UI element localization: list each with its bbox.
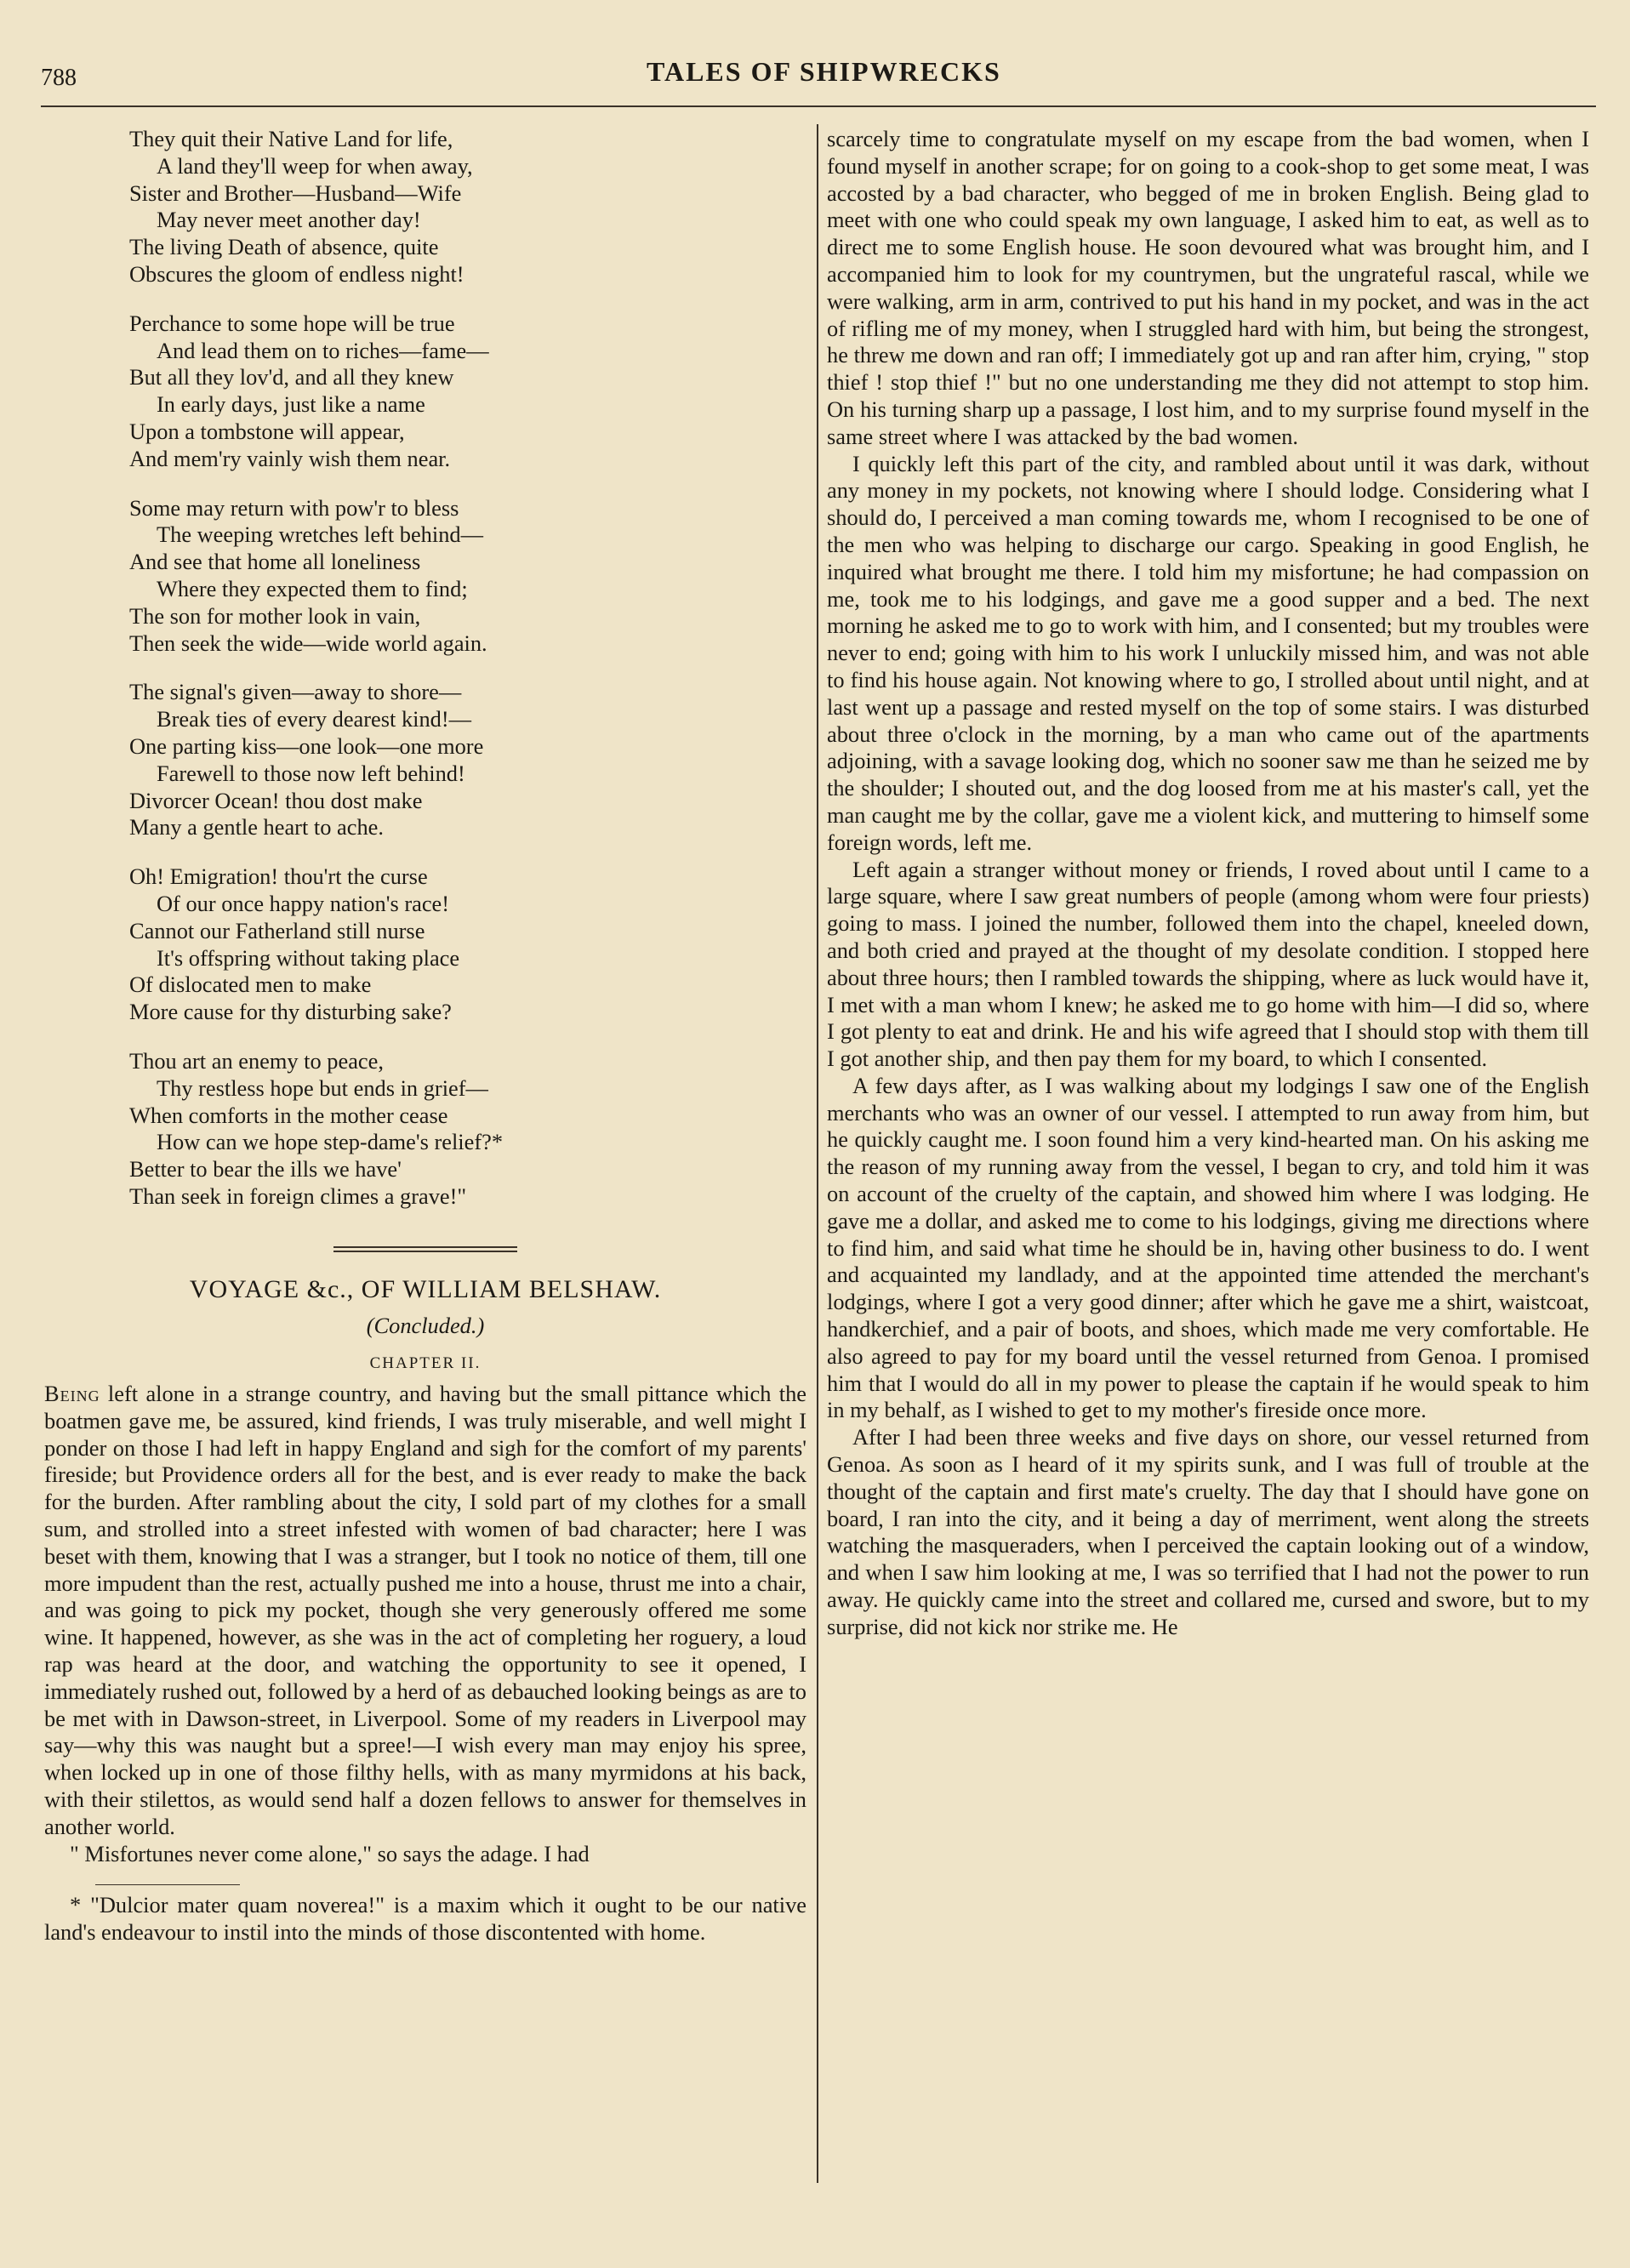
poem-stanza bbox=[129, 311, 806, 473]
poem-line: They quit their Native Land for life, bbox=[129, 126, 453, 151]
article-title: VOYAGE &c., OF WILLIAM BELSHAW. bbox=[189, 1274, 662, 1303]
running-title: TALES OF SHIPWRECKS bbox=[647, 56, 1001, 87]
poem-line: Sister and Brother—Husband—Wife bbox=[129, 180, 462, 206]
poem-stanza bbox=[129, 495, 806, 658]
poem-line: Than seek in foreign climes a grave!" bbox=[129, 1182, 467, 1209]
column-divider bbox=[817, 124, 818, 2183]
left-column bbox=[44, 126, 806, 1946]
opening-word: Being bbox=[44, 1381, 100, 1407]
poem-line: And see that home all loneliness bbox=[129, 549, 421, 575]
footnote-rule bbox=[95, 1884, 240, 1885]
poem-line: It's offspring without taking place bbox=[157, 944, 460, 971]
poem-line: Of our once happy nation's race! bbox=[157, 890, 450, 916]
article-paragraph: A few days after, as I was walking about my lodgings I saw one of the English merchants who was an owner of our vessel. I attempted to run away from him, but he quickly caught me. I soon found him a very kind-hearted man. On his asking me the reason of my running away from the vessel, I began to cry, and told him it was on account of the cruelty of the captain, and showed him where I was lodging. He gave me a dollar, and asked me to come to his lodgings, giving me directions where to find him, and said what time he should be in, having other business to do. I went and acquainted my landlady, and at the appointed time attended the merchant's lodgings, where I got a very good dinner; after which he gave me a shirt, waistcoat, handkerchief, and a pair of boots, and shoes, which made me very comfortable. He also agreed to pay for my board until the vessel returned from Genoa. I promised him that I would do all in my power to please the captain if he would speak to him in my behalf, as I wished to get to my mother's fireside once more. bbox=[827, 1072, 1589, 1423]
poem-line: Better to bear the ills we have' bbox=[129, 1156, 402, 1182]
poem-line: Many a gentle heart to ache. bbox=[129, 814, 384, 841]
poem-line: Obscures the gloom of endless night! bbox=[129, 260, 464, 287]
poem-line: How can we hope step-dame's relief?* bbox=[157, 1129, 504, 1155]
poem-line: Then seek the wide—wide world again. bbox=[129, 630, 487, 656]
poem-line: Thou art an enemy to peace, bbox=[129, 1047, 384, 1074]
poem-line: When comforts in the mother cease bbox=[129, 1102, 448, 1128]
section-divider bbox=[333, 1246, 517, 1252]
poem-line: Where they expected them to find; bbox=[157, 575, 468, 601]
chapter-heading: CHAPTER II. bbox=[369, 1354, 482, 1373]
poem-line: One parting kiss—one look—one more bbox=[129, 732, 484, 759]
article-paragraph: Left again a stranger without money or friends, I roved about until I came to a large square, where I saw great numbers of people (among whom were four priests) going to mass. I joined the number, followed them into the chapel, kneeled down, and both cried and prayed at the thought of my desolate condition. I stopped here about three hours; then I rambled towards the shipping, where as luck would have it, I met with a man whom I knew; he asked me to go home with him—I did so, where I got plenty to eat and drink. He and his wife agreed that I should stop with them till I got another ship, and then pay them for my board, to which I consented. bbox=[827, 856, 1589, 1072]
poem-stanza bbox=[129, 679, 806, 841]
right-column bbox=[827, 126, 1589, 1641]
poem-line: The signal's given—away to shore— bbox=[129, 679, 462, 705]
header-rule bbox=[41, 105, 1596, 107]
poem-stanza bbox=[129, 863, 806, 1026]
footnote: * "Dulcior mater quam noverea!" is a maxim which it ought to be our native land's endeavour to instil into the minds of those discontented with home. bbox=[44, 1892, 806, 1946]
poem-line: The weeping wretches left behind— bbox=[157, 521, 483, 548]
article-paragraph: After I had been three weeks and five days on shore, our vessel returned from Genoa. As soon as I heard of it my spirits sunk, and I was full of trouble at the thought of the captain and first mate's cruelty. The day that I should have gone on board, I ran into the city, and it being a day of merriment, went along the streets watching the masqueraders, when I perceived the captain looking out of a window, and when I saw him looking at me, I was so terrified that I had not the power to run away. He quickly came into the street and collared me, cursed and swore, but to my surprise, did not kick nor strike me. He bbox=[827, 1424, 1589, 1639]
poem-stanza bbox=[129, 1048, 806, 1211]
poem-stanza bbox=[129, 126, 806, 288]
poem-line: Oh! Emigration! thou'rt the curse bbox=[129, 863, 428, 890]
article-paragraph: I quickly left this part of the city, and rambled about until it was dark, without any money in my pockets, not knowing where I should lodge. Considering what I should do, I perceived a man coming towards me, whom I recognised to be one of the men who was helping to discharge our cargo. Speaking in good English, he inquired what brought me there. I told him my misfortune; he had compassion on me, took me to his lodgings, and gave me a good supper and a bed. The next morning he asked me to go to work with him, and I consented; but my troubles were never to end; going with him to his work I unluckily missed him, and was not able to find his house again. Not knowing where to go, I strolled about until night, and at last went up a passage and rested myself on the top of some stairs. I was disturbed about three o'clock in the morning, by a man who came out of the apartments adjoining, with a savage looking dog, which no sooner saw me than he seized me by the shoulder; I shouted out, and the dog loosed from me at his master's call, yet the man caught me by the collar, gave me a violent kick, and muttering to himself some foreign words, left me. bbox=[827, 450, 1589, 855]
poem-line: The son for mother look in vain, bbox=[129, 602, 421, 629]
poem-line: Upon a tombstone will appear, bbox=[129, 418, 405, 444]
poem-line: May never meet another day! bbox=[157, 207, 421, 233]
poem-line: But all they lov'd, and all they knew bbox=[129, 364, 454, 390]
poem-line: A land they'll weep for when away, bbox=[157, 152, 473, 179]
poem-line: Some may return with pow'r to bless bbox=[129, 494, 459, 521]
poem-line: Cannot our Fatherland still nurse bbox=[129, 917, 425, 943]
poem-line: And lead them on to riches—fame— bbox=[157, 337, 489, 363]
poem-line: Divorcer Ocean! thou dost make bbox=[129, 787, 423, 813]
paragraph-text: left alone in a strange country, and having but the small pittance which the boatmen gave me, be assured, kind friends, I was truly miserable, and well might I ponder on those I had left in happy England and sigh for the comfort of my parents' fireside; but Providence orders all for the best, and is ever ready to make the back for the burden. After rambling about the city, I sold part of my clothes for a small sum, and strolled into a street infested with women of bad character; here I was beset with them, knowing that I was a stranger, but I took no notice of them, till one more impudent than the rest, actually pushed me into a house, thrust me into a chair, and was going to pick my pocket, though she very generously offered me some wine. It happened, however, as she was in the act of completing her roguery, a loud rap was heard at the door, and watching the opportunity to see it opened, I immediately rushed out, followed by a herd of as debauched looking beings as are to be met with in Dawson-street, in Liverpool. Some of my readers in Liverpool may say—why this was naught but a spree!—I wish every man may enjoy his spree, when locked up in one of those filthy hells, with as many myrmidons at his back, with their stilettos, as would send half a dozen fellows to answer for themselves in another world. bbox=[44, 1381, 806, 1839]
poem-line: Perchance to some hope will be true bbox=[129, 310, 455, 336]
poem bbox=[129, 126, 806, 1211]
page-number: 788 bbox=[41, 65, 77, 91]
article-subtitle: (Concluded.) bbox=[366, 1313, 485, 1339]
article-paragraph: " Misfortunes never come alone," so says the adage. I had bbox=[70, 1840, 590, 1866]
poem-line: Break ties of every dearest kind!— bbox=[157, 706, 472, 732]
poem-line: More cause for thy disturbing sake? bbox=[129, 999, 452, 1025]
poem-line: Of dislocated men to make bbox=[129, 972, 372, 998]
poem-line: Farewell to those now left behind! bbox=[157, 760, 465, 786]
poem-line: Thy restless hope but ends in grief— bbox=[157, 1074, 488, 1101]
article-paragraph: scarcely time to congratulate myself on my escape from the bad women, when I found myself in another scrape; for on going to a cook-shop to get some meat, I was accosted by a bad character, who begged of me in broken English. Being glad to meet with one who could speak my own language, I asked him to eat, as well as to direct me to some English house. He soon devoured what was brought him, and I accompanied him to look for my countrymen, but the ungrateful rascal, while we were walking, arm in arm, contrived to put his hand in my pocket, and was in the act of rifling me of my money, when I struggled hard with him, but being the strongest, he threw me down and ran off; I immediately got up and ran after him, crying, " stop thief ! stop thief !" but no one understanding me they did not attempt to stop him. On his turning sharp up a passage, I lost him, and to my surprise found myself in the same street where I was attacked by the bad women. bbox=[827, 126, 1589, 449]
article-paragraph bbox=[44, 1381, 806, 1841]
poem-line: In early days, just like a name bbox=[157, 391, 425, 418]
poem-line: The living Death of absence, quite bbox=[129, 234, 439, 260]
poem-line: And mem'ry vainly wish them near. bbox=[129, 445, 451, 471]
